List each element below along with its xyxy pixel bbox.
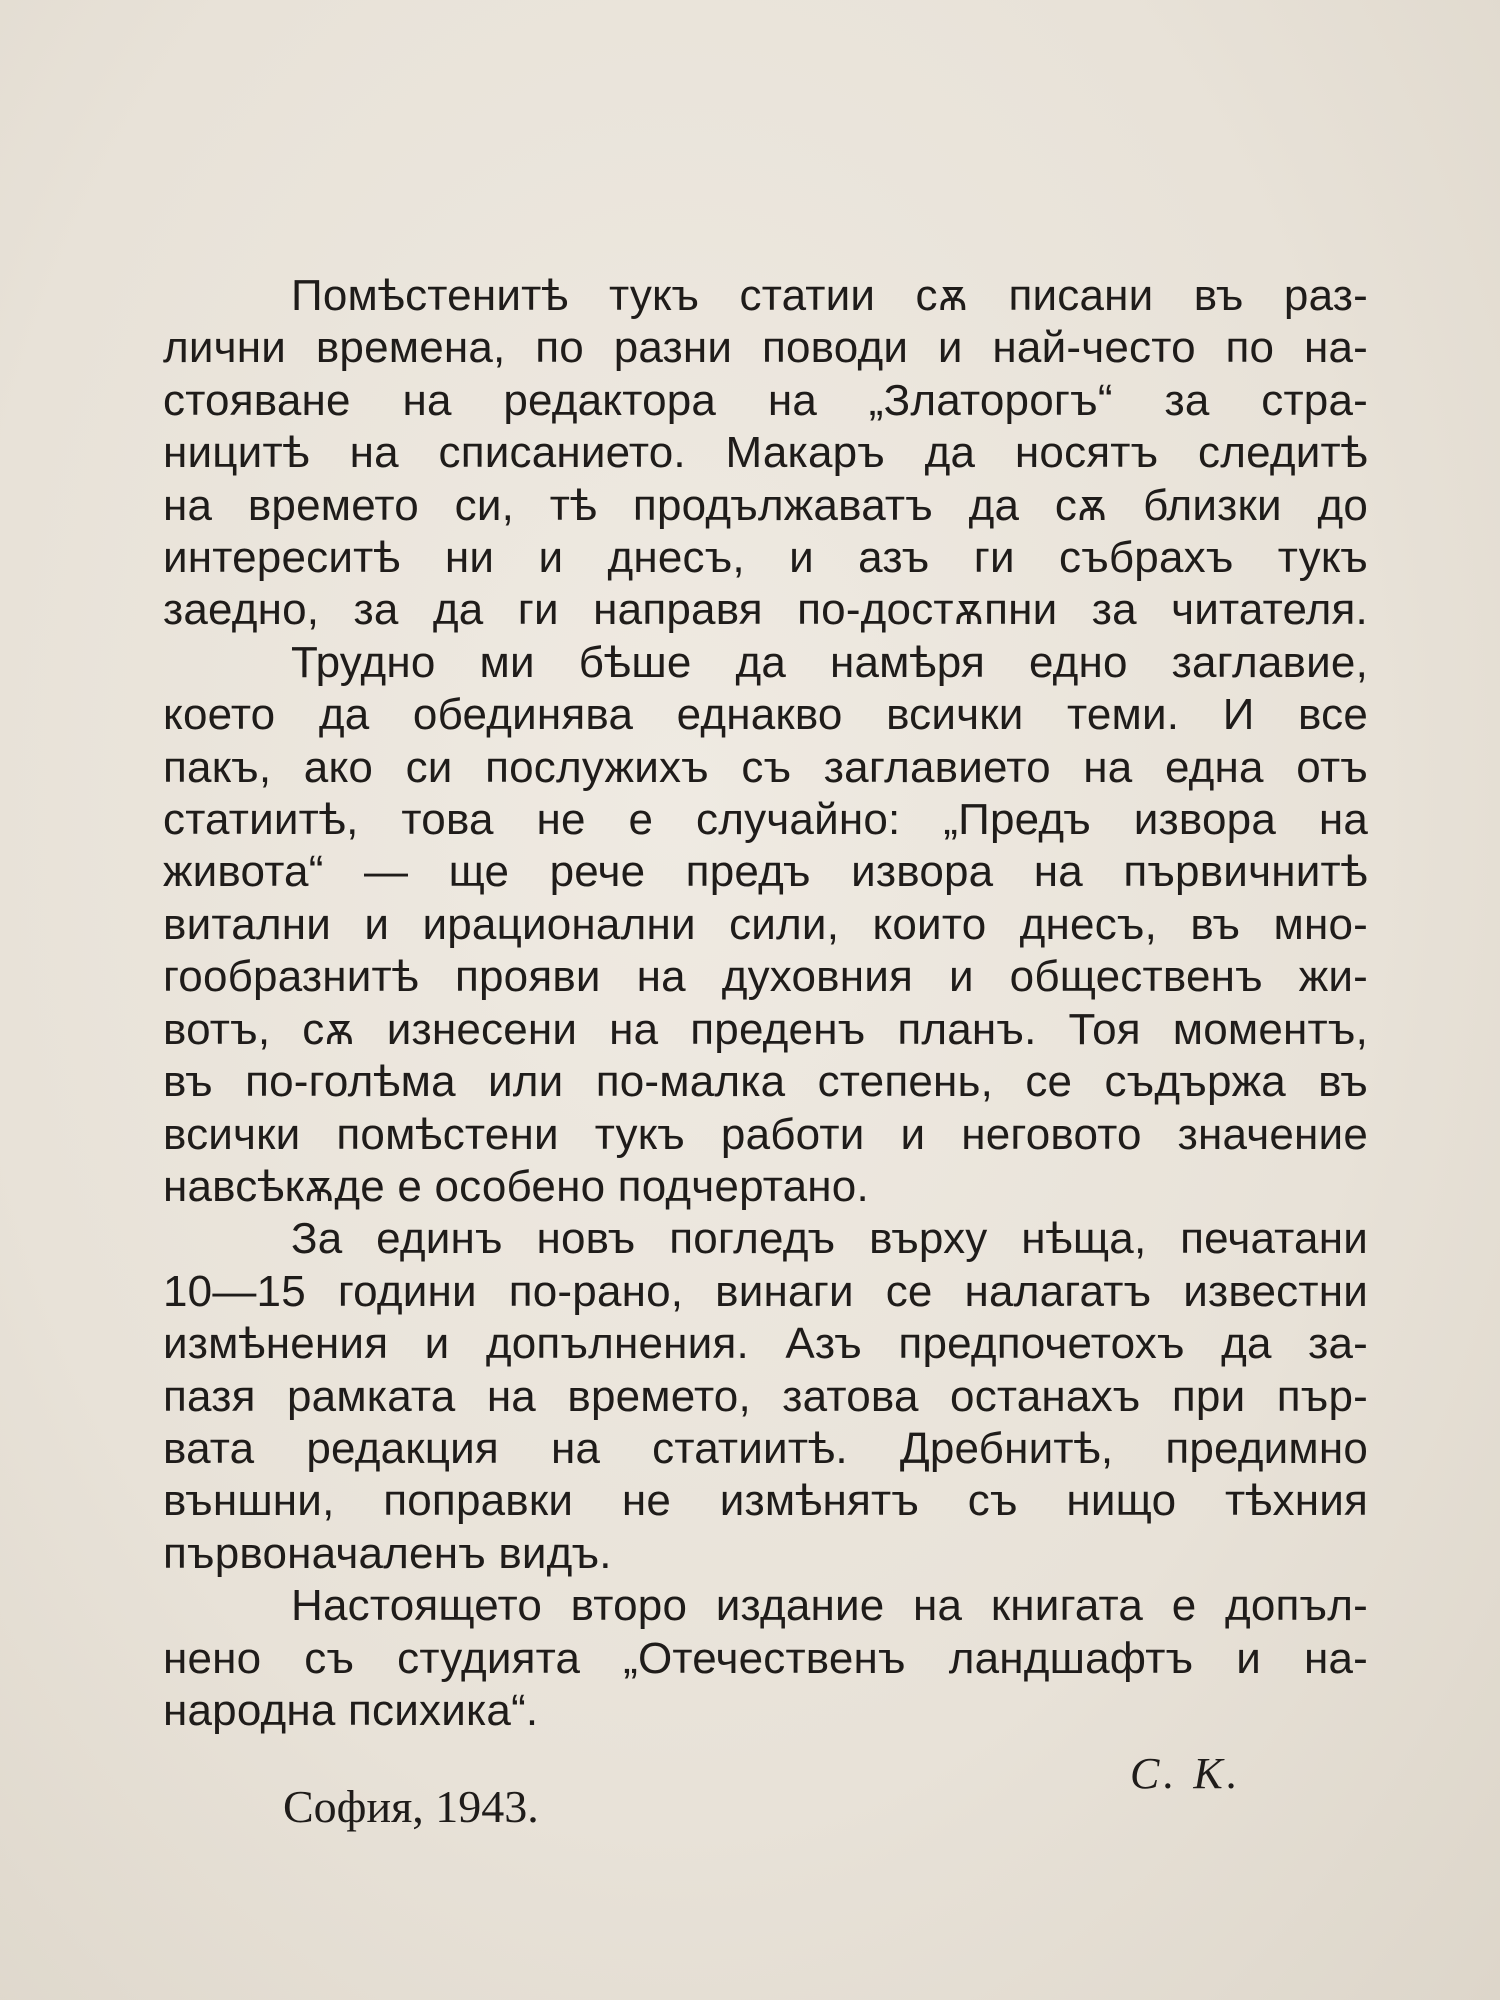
text-line: статиитѣ, това не е случайно: „Предъ извора на [163,795,1368,845]
text-line: заедно, за да ги направя по-достѫпни за читателя. [163,585,1368,635]
text-line: Трудно ми бѣше да намѣря едно заглавие, [291,637,1368,687]
paragraph-2 [163,637,1368,1213]
preface-text [163,270,1368,1737]
text-line: гообразнитѣ прояви на духовния и общественъ жи- [163,952,1368,1002]
text-line: За единъ новъ погледъ върху нѣща, печатани [291,1214,1368,1264]
text-line: вотъ, сѫ изнесени на преденъ планъ. Тоя моментъ, [163,1004,1368,1054]
paragraph-3 [163,1213,1368,1580]
place-and-date: София, 1943. [283,1781,539,1832]
text-line: което да обединява еднакво всички теми. И все [163,690,1368,740]
text-line: първоначаленъ видъ. [163,1528,612,1578]
text-line: лични времена, по разни поводи и най-често по на- [163,323,1368,373]
text-line: измѣнения и допълнения. Азъ предпочетохъ да за- [163,1319,1368,1369]
text-line: 10—15 години по-рано, винаги се налагатъ известни [163,1266,1368,1316]
text-line: стояване на редактора на „Златорогъ“ за стра- [163,375,1368,425]
text-line: Помѣстенитѣ тукъ статии сѫ писани въ раз- [291,271,1368,320]
text-line: въ по-голѣма или по-малка степень, се съдържа въ [163,1057,1368,1107]
text-line: всички помѣстени тукъ работи и неговото значение [163,1109,1368,1159]
text-line: пазя рамката на времето, затова останахъ при пър- [163,1371,1368,1421]
paragraph-1 [163,270,1368,637]
text-line: на времето си, тѣ продължаватъ да сѫ близки до [163,480,1368,530]
text-line: интереситѣ ни и днесъ, и азъ ги събрахъ тукъ [163,533,1368,583]
text-line: Настоящето второ издание на книгата е допъл- [291,1581,1368,1631]
text-line: ницитѣ на списанието. Макаръ да носятъ следитѣ [163,428,1368,478]
text-line: пакъ, ако си послужихъ съ заглавието на една отъ [163,742,1368,792]
author-initials: С. К. [1130,1749,1242,1798]
text-line: витални и ирационални сили, които днесъ, въ мно- [163,899,1368,949]
text-line: вата редакция на статиитѣ. Дребнитѣ, предимно [163,1423,1368,1473]
text-line: народна психика“. [163,1685,539,1735]
text-line: външни, поправки не измѣнятъ съ нищо тѣхния [163,1476,1368,1526]
text-line: живота“ — ще рече предъ извора на първичнитѣ [163,847,1368,897]
text-line: навсѣкѫде е особено подчертано. [163,1161,869,1211]
paragraph-4 [163,1580,1368,1737]
text-line: нено съ студията „Отечественъ ландшафтъ и на- [163,1633,1368,1683]
